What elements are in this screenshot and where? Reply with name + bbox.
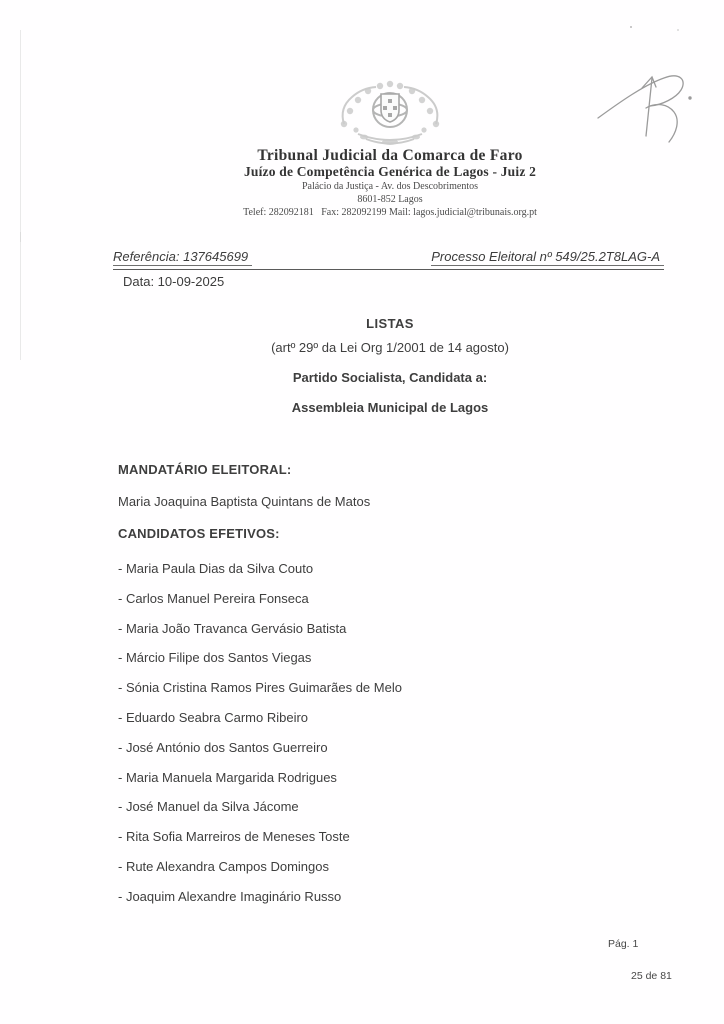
reference-block xyxy=(113,249,664,289)
candidate-item: - Sónia Cristina Ramos Pires Guimarães de Melo xyxy=(118,680,402,696)
title-block xyxy=(115,316,665,416)
document-title: LISTAS xyxy=(366,316,414,331)
court-address-line2: 8601-852 Lagos xyxy=(357,194,423,205)
scan-speck xyxy=(677,29,679,31)
party-line: Partido Socialista, Candidata a: xyxy=(292,370,488,385)
page-number-label: Pág. 1 xyxy=(608,938,639,950)
court-division: Juízo de Competência Genérica de Lagos - Juiz 2 xyxy=(243,164,537,179)
candidate-item: - Eduardo Seabra Carmo Ribeiro xyxy=(118,709,309,725)
portugal-coat-of-arms-icon xyxy=(330,80,450,150)
candidate-item: - José António dos Santos Guerreiro xyxy=(118,739,328,755)
candidate-item: - Rita Sofia Marreiros de Meneses Toste xyxy=(118,829,350,845)
candidate-item: - José Manuel da Silva Jácome xyxy=(118,799,299,815)
court-address-line1: Palácio da Justiça - Av. dos Descobrimentos xyxy=(301,181,479,192)
mandatario-heading: MANDATÁRIO ELEITORAL: xyxy=(118,462,292,477)
letterhead xyxy=(115,147,665,218)
document-date: Data: 10-09-2025 xyxy=(123,274,225,289)
legal-reference-subtitle: (artº 29º da Lei Org 1/2001 de 14 agosto) xyxy=(271,340,509,355)
candidate-item: - Rute Alexandra Campos Domingos xyxy=(118,858,329,874)
candidate-item: - Márcio Filipe dos Santos Viegas xyxy=(118,650,312,666)
scan-speck xyxy=(630,26,632,28)
reference-number: Referência: 137645699 xyxy=(113,249,252,266)
court-contact-line: Telef: 282092181 Fax: 282092199 Mail: lagos.judicial@tribunais.org.pt xyxy=(243,207,537,218)
scan-edge-line xyxy=(20,30,21,360)
scan-edge-line-dark xyxy=(20,232,21,242)
candidate-item: - Maria Manuela Margarida Rodrigues xyxy=(118,769,337,785)
reference-row xyxy=(113,249,664,270)
signature-mark-icon xyxy=(592,60,722,148)
assembly-line: Assembleia Municipal de Lagos xyxy=(291,400,489,415)
process-number: Processo Eleitoral nº 549/25.2T8LAG-A xyxy=(431,249,664,266)
candidates-heading: CANDIDATOS EFETIVOS: xyxy=(118,526,280,541)
candidate-list xyxy=(118,561,598,919)
candidate-item: - Joaquim Alexandre Imaginário Russo xyxy=(118,888,342,904)
candidate-item: - Maria João Travanca Gervásio Batista xyxy=(118,620,347,636)
sheet-number-label: 25 de 81 xyxy=(631,970,672,982)
candidate-item: - Maria Paula Dias da Silva Couto xyxy=(118,561,314,576)
candidate-item: - Carlos Manuel Pereira Fonseca xyxy=(118,590,309,606)
mandatario-name: Maria Joaquina Baptista Quintans de Matos xyxy=(118,494,371,509)
court-name: Tribunal Judicial da Comarca de Faro xyxy=(257,147,523,164)
